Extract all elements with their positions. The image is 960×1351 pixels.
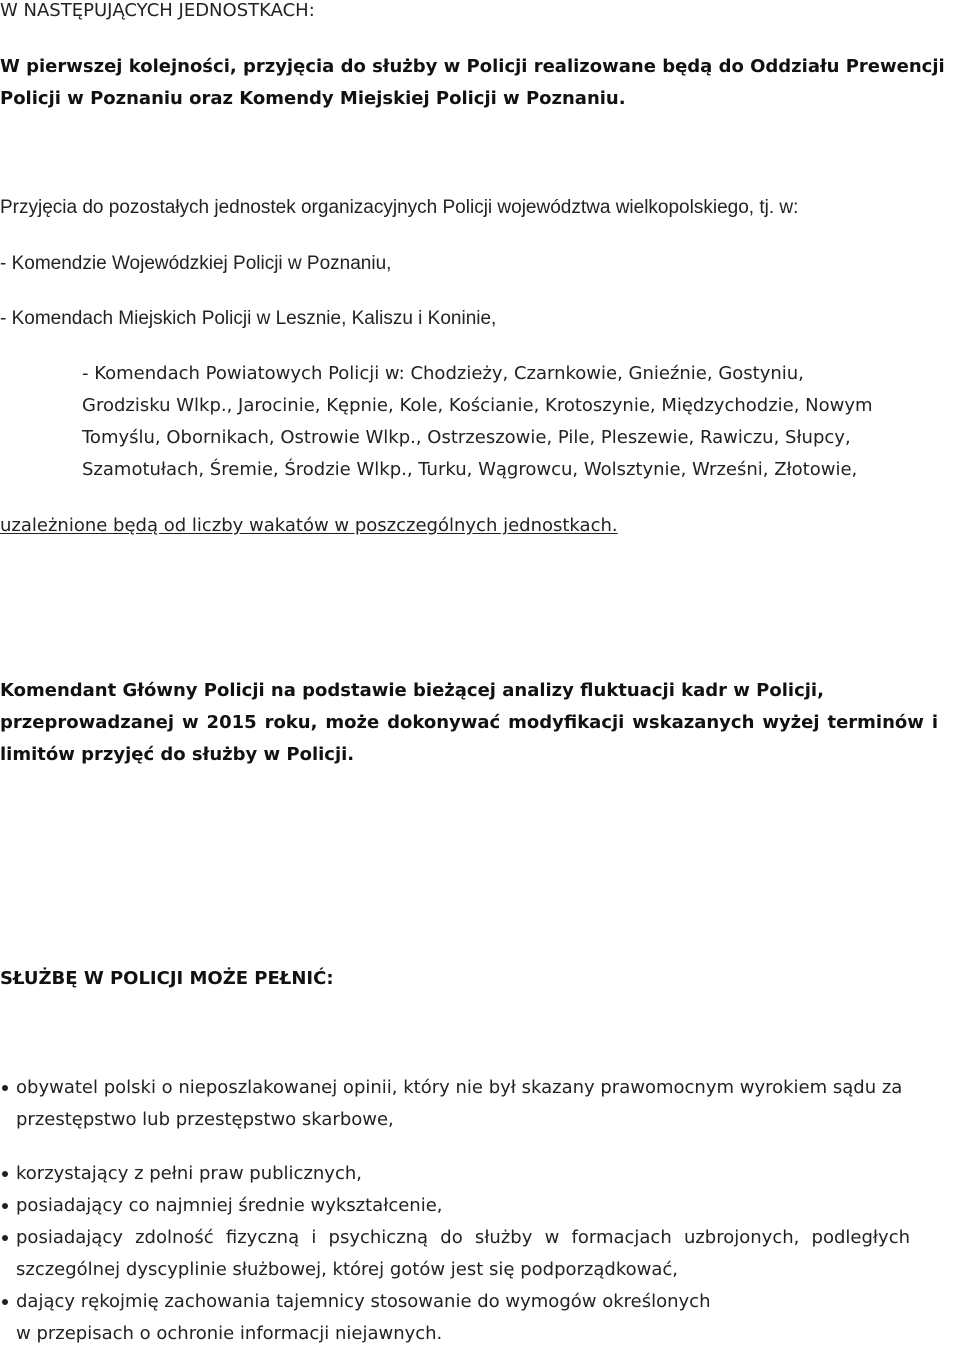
requirement-line: korzystający z pełni praw publicznych,	[16, 1163, 362, 1184]
county-line-3: Tomyślu, Obornikach, Ostrowie Wlkp., Ostrzeszowie, Pile, Pleszewie, Rawiczu, Słupcy,	[82, 427, 851, 448]
dependency-note: uzależnione będą od liczby wakatów w poszczególnych jednostkach.	[0, 515, 618, 536]
list-item	[0, 1286, 940, 1350]
service-heading: SŁUŻBĘ W POLICJI MOŻE PEŁNIĆ:	[0, 968, 334, 989]
requirement-line: posiadający zdolność fizyczną i psychiczną do służby w formacjach uzbrojonych, podległych	[16, 1227, 910, 1248]
list-item	[0, 1222, 940, 1286]
bullet-icon	[2, 1085, 8, 1091]
county-line-2: Grodzisku Wlkp., Jarocinie, Kępnie, Kole, Kościanie, Krotoszynie, Międzychodzie, Nowym	[82, 395, 873, 416]
bullet-icon	[2, 1171, 8, 1177]
commander-line-3: limitów przyjęć do służby w Policji.	[0, 744, 355, 765]
requirement-line: szczególnej dyscyplinie służbowej, której gotów jest się podporządkować,	[16, 1259, 678, 1280]
priority-line-1: W pierwszej kolejności, przyjęcia do służby w Policji realizowane będą do Oddziału Prewencji	[0, 56, 945, 77]
unit-county	[82, 358, 873, 486]
list-item	[0, 1072, 940, 1136]
list-item	[0, 1158, 940, 1190]
requirement-line: obywatel polski o nieposzlakowanej opinii, który nie był skazany prawomocnym wyrokiem sądu za	[16, 1077, 903, 1098]
unit-voivodeship: - Komendzie Wojewódzkiej Policji w Poznaniu,	[0, 253, 392, 274]
bullet-icon	[2, 1299, 8, 1305]
priority-paragraph	[0, 51, 945, 115]
commander-line-2: przeprowadzanej w 2015 roku, może dokonywać modyfikacji wskazanych wyżej terminów i	[0, 712, 938, 733]
bullet-icon	[2, 1235, 8, 1241]
requirement-line: przestępstwo lub przestępstwo skarbowe,	[16, 1109, 394, 1130]
requirement-line: dający rękojmię zachowania tajemnicy stosowanie do wymogów określonych	[16, 1291, 711, 1312]
commander-note	[0, 675, 940, 771]
requirement-line: posiadający co najmniej średnie wykształcenie,	[16, 1195, 443, 1216]
unit-municipal: - Komendach Miejskich Policji w Lesznie, Kaliszu i Koninie,	[0, 308, 497, 329]
county-line-4: Szamotułach, Śremie, Środzie Wlkp., Turku, Wągrowcu, Wolsztynie, Wrześni, Złotowie,	[82, 459, 858, 480]
requirement-line: w przepisach o ochronie informacji niejawnych.	[16, 1323, 443, 1344]
units-heading: W NASTĘPUJĄCYCH JEDNOSTKACH:	[0, 0, 315, 21]
bullet-icon	[2, 1203, 8, 1209]
county-line-1: - Komendach Powiatowych Policji w: Chodzieży, Czarnkowie, Gnieźnie, Gostyniu,	[82, 363, 804, 384]
list-item	[0, 1190, 940, 1222]
priority-line-2: Policji w Poznaniu oraz Komendy Miejskiej Policji w Poznaniu.	[0, 88, 626, 109]
requirements-list	[0, 1072, 940, 1350]
commander-line-1: Komendant Główny Policji na podstawie bieżącej analizy fluktuacji kadr w Policji,	[0, 680, 824, 701]
other-units-intro: Przyjęcia do pozostałych jednostek organizacyjnych Policji województwa wielkopolskiego, tj. w:	[0, 197, 799, 218]
